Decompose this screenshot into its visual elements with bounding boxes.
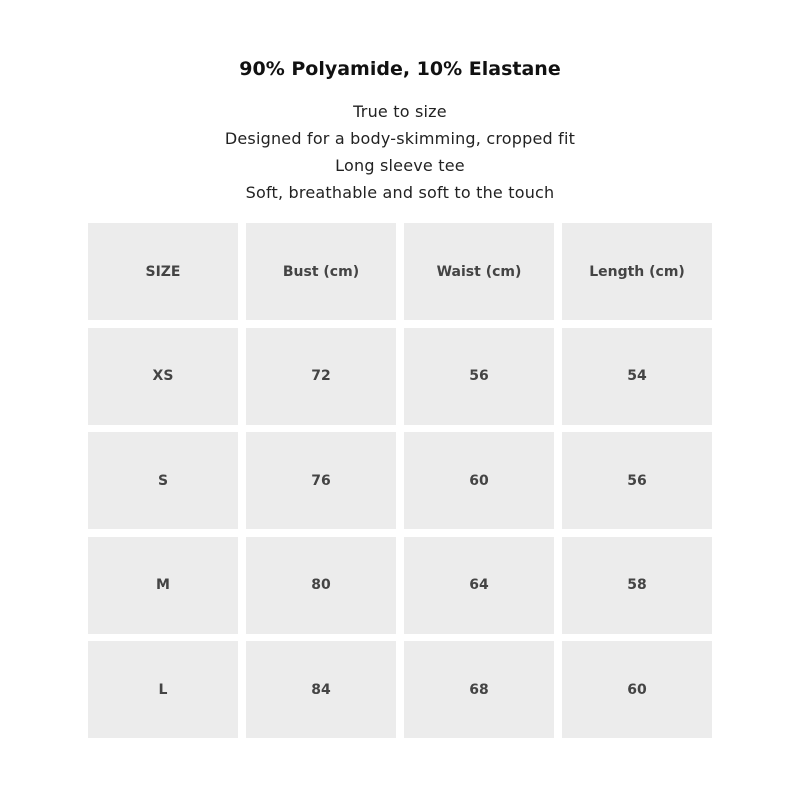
table-cell-size: M	[88, 537, 238, 634]
header-bust: Bust (cm)	[246, 223, 396, 320]
table-cell-size: XS	[88, 328, 238, 425]
note-fit-style: Designed for a body-skimming, cropped fit	[224, 129, 576, 148]
table-cell-waist: 68	[404, 641, 554, 738]
note-garment-type: Long sleeve tee	[335, 156, 465, 175]
header-size: SIZE	[88, 223, 238, 320]
fabric-composition-title: 90% Polyamide, 10% Elastane	[239, 58, 561, 80]
table-cell-size: L	[88, 641, 238, 738]
header-length: Length (cm)	[562, 223, 712, 320]
table-cell-waist: 60	[404, 432, 554, 529]
size-chart-table	[88, 223, 712, 738]
table-cell-size: S	[88, 432, 238, 529]
table-cell-length: 54	[562, 328, 712, 425]
table-cell-bust: 72	[246, 328, 396, 425]
table-cell-length: 60	[562, 641, 712, 738]
table-cell-waist: 64	[404, 537, 554, 634]
table-cell-length: 56	[562, 432, 712, 529]
note-fit-sizing: True to size	[353, 102, 447, 121]
table-cell-bust: 84	[246, 641, 396, 738]
table-cell-bust: 76	[246, 432, 396, 529]
note-fabric-feel: Soft, breathable and soft to the touch	[245, 183, 555, 202]
table-cell-waist: 56	[404, 328, 554, 425]
table-cell-length: 58	[562, 537, 712, 634]
table-cell-bust: 80	[246, 537, 396, 634]
product-notes	[0, 98, 800, 206]
header-waist: Waist (cm)	[404, 223, 554, 320]
